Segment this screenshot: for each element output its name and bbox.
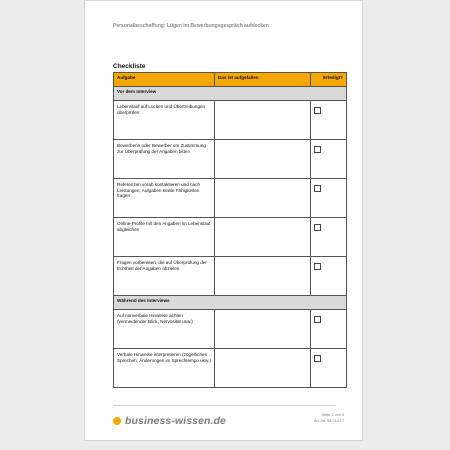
notes-cell[interactable]: [215, 349, 311, 388]
task-cell: Auf nonverbale Hinweise achten (vermeidender Blick, Nervosität usw.): [114, 310, 215, 349]
page-number: Seite 2 von 4: [321, 413, 344, 417]
table-row: [114, 179, 347, 218]
checkbox[interactable]: [314, 355, 321, 362]
table-row: [114, 140, 347, 179]
checkbox[interactable]: [314, 107, 321, 114]
checkbox[interactable]: [314, 316, 321, 323]
done-cell: [311, 101, 347, 140]
table-row: [114, 257, 347, 296]
group-title: Während des Interviews: [114, 296, 347, 310]
task-cell: Verbale Hinweise interpretieren (zögerliches Sprechen, Änderungen im Sprechtempo usw.): [114, 349, 215, 388]
group-row-before-interview: [114, 87, 347, 101]
logo-text: business-wissen.de: [125, 415, 227, 427]
done-cell: [311, 179, 347, 218]
task-cell: Referenzen vorab kontaktieren und nach Leistungen, Aufgaben sowie Fähigkeiten fragen: [114, 179, 215, 218]
done-cell: [311, 140, 347, 179]
table-row: [114, 310, 347, 349]
footer-divider: [113, 405, 336, 406]
table-header-row: [114, 73, 347, 87]
column-header-notes: Das ist aufgefallen: [215, 73, 311, 87]
document-header: Personalbeschaffung: Lügen im Bewerbungsgespräch aufdecken: [113, 23, 269, 29]
notes-cell[interactable]: [215, 218, 311, 257]
checkbox[interactable]: [314, 146, 321, 153]
done-cell: [311, 349, 347, 388]
page-info: [314, 413, 344, 424]
notes-cell[interactable]: [215, 179, 311, 218]
checklist-table: [113, 72, 347, 388]
notes-cell[interactable]: [215, 310, 311, 349]
column-header-task: Aufgabe: [114, 73, 215, 87]
task-cell: Fragen vorbereiten, die auf Überprüfung der Echtheit der Angaben abzielen: [114, 257, 215, 296]
group-title: Vor dem Interview: [114, 87, 347, 101]
section-title: Checkliste: [113, 63, 146, 70]
done-cell: [311, 310, 347, 349]
logo-dot-icon: [113, 417, 121, 425]
task-cell: Online-Profile mit den Angaben im Lebenslauf abgleichen: [114, 218, 215, 257]
notes-cell[interactable]: [215, 257, 311, 296]
done-cell: [311, 257, 347, 296]
column-header-done: Erledigt?: [311, 73, 347, 87]
checkbox[interactable]: [314, 185, 321, 192]
notes-cell[interactable]: [215, 101, 311, 140]
group-row-during-interview: [114, 296, 347, 310]
notes-cell[interactable]: [215, 140, 311, 179]
checkbox[interactable]: [314, 224, 321, 231]
task-cell: Lebenslauf auf Lücken und Übertreibungen überprüfen: [114, 101, 215, 140]
table-row: [114, 101, 347, 140]
logo: [113, 415, 226, 427]
article-number: Art.-Nr. 98.014.17: [314, 418, 344, 423]
done-cell: [311, 218, 347, 257]
table-row: [114, 349, 347, 388]
checkbox[interactable]: [314, 263, 321, 270]
table-row: [114, 218, 347, 257]
task-cell: Bewerberin oder Bewerber um Zustimmung zur Überprüfung der Angaben bitten: [114, 140, 215, 179]
document-page: [84, 0, 363, 441]
